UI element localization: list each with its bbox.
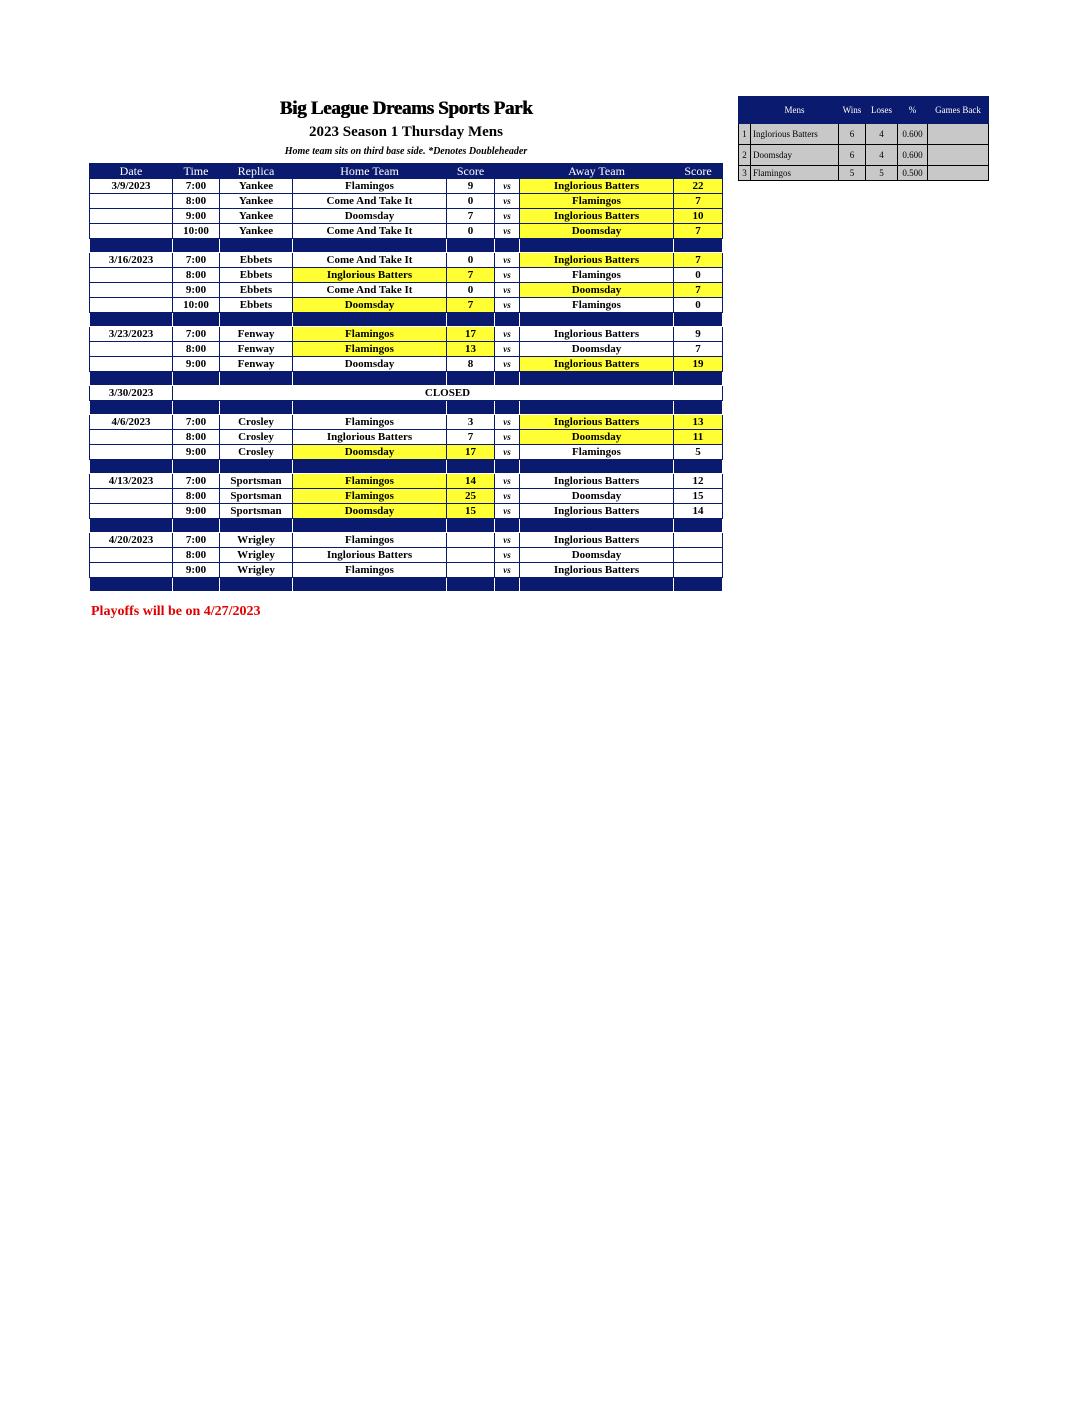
away-team-cell: Inglorious Batters (520, 474, 674, 489)
game-row (90, 342, 723, 357)
home-score-cell: 7 (447, 298, 495, 313)
separator-cell (220, 239, 293, 253)
standings-row (739, 124, 989, 145)
pct-cell: 0.600 (898, 145, 928, 166)
standings-header-rank (739, 97, 751, 124)
replica-cell: Sportsman (220, 489, 293, 504)
date-cell: 4/13/2023 (90, 474, 173, 489)
away-score-cell (674, 533, 723, 548)
date-cell: 3/23/2023 (90, 327, 173, 342)
away-score-cell: 11 (674, 430, 723, 445)
separator-cell (293, 239, 447, 253)
week-separator-row (90, 578, 723, 592)
rank-cell: 2 (739, 145, 751, 166)
time-cell: 8:00 (173, 430, 220, 445)
separator-cell (293, 372, 447, 386)
game-row (90, 209, 723, 224)
vs-cell: vs (495, 268, 520, 283)
vs-cell: vs (495, 430, 520, 445)
separator-cell (447, 460, 495, 474)
week-separator-row (90, 401, 723, 415)
rank-cell: 3 (739, 166, 751, 181)
wins-cell: 5 (839, 166, 866, 181)
home-score-cell (447, 533, 495, 548)
away-score-cell (674, 563, 723, 578)
away-score-cell: 0 (674, 268, 723, 283)
replica-cell: Yankee (220, 194, 293, 209)
replica-cell: Wrigley (220, 563, 293, 578)
separator-cell (520, 401, 674, 415)
game-row (90, 533, 723, 548)
away-team-cell: Doomsday (520, 548, 674, 563)
separator-cell (173, 519, 220, 533)
separator-cell (293, 401, 447, 415)
separator-cell (90, 372, 173, 386)
away-team-cell: Flamingos (520, 268, 674, 283)
time-cell: 7:00 (173, 253, 220, 268)
time-cell: 8:00 (173, 268, 220, 283)
date-cell (90, 283, 173, 298)
separator-cell (173, 578, 220, 592)
away-team-cell: Inglorious Batters (520, 533, 674, 548)
home-score-cell: 9 (447, 179, 495, 194)
replica-cell: Ebbets (220, 268, 293, 283)
separator-cell (674, 372, 723, 386)
home-score-cell: 0 (447, 194, 495, 209)
game-row (90, 474, 723, 489)
home-score-cell (447, 548, 495, 563)
date-cell (90, 445, 173, 460)
standings-row (739, 145, 989, 166)
standings-header-loses: Loses (866, 97, 898, 124)
date-cell (90, 224, 173, 239)
away-score-cell: 10 (674, 209, 723, 224)
home-score-cell: 25 (447, 489, 495, 504)
away-team-cell: Doomsday (520, 283, 674, 298)
separator-cell (520, 460, 674, 474)
home-score-cell: 0 (447, 224, 495, 239)
home-score-cell: 0 (447, 253, 495, 268)
time-cell: 9:00 (173, 504, 220, 519)
separator-cell (173, 313, 220, 327)
home-team-cell: Come And Take It (293, 253, 447, 268)
col-header-time: Time (173, 164, 220, 179)
separator-cell (90, 578, 173, 592)
vs-cell: vs (495, 298, 520, 313)
team-cell: Doomsday (751, 145, 839, 166)
vs-cell: vs (495, 194, 520, 209)
separator-cell (674, 460, 723, 474)
games-back-cell (928, 166, 989, 181)
vs-cell: vs (495, 179, 520, 194)
time-cell: 7:00 (173, 327, 220, 342)
away-score-cell: 7 (674, 253, 723, 268)
separator-cell (293, 313, 447, 327)
separator-cell (90, 519, 173, 533)
standings-row (739, 166, 989, 181)
replica-cell: Fenway (220, 357, 293, 372)
replica-cell: Wrigley (220, 548, 293, 563)
separator-cell (495, 239, 520, 253)
game-row (90, 563, 723, 578)
home-team-cell: Inglorious Batters (293, 268, 447, 283)
separator-cell (90, 460, 173, 474)
separator-cell (674, 313, 723, 327)
closed-cell: CLOSED (173, 386, 723, 401)
date-cell (90, 563, 173, 578)
standings-header-games-back: Games Back (928, 97, 989, 124)
home-score-cell: 13 (447, 342, 495, 357)
home-team-cell: Doomsday (293, 357, 447, 372)
vs-cell: vs (495, 548, 520, 563)
col-header-away-score: Score (674, 164, 723, 179)
home-team-cell: Come And Take It (293, 194, 447, 209)
separator-cell (674, 401, 723, 415)
home-team-cell: Flamingos (293, 533, 447, 548)
schedule-table (89, 163, 723, 592)
game-row (90, 445, 723, 460)
separator-cell (447, 519, 495, 533)
separator-cell (520, 313, 674, 327)
separator-cell (90, 401, 173, 415)
replica-cell: Fenway (220, 327, 293, 342)
home-score-cell: 14 (447, 474, 495, 489)
date-cell (90, 194, 173, 209)
away-team-cell: Inglorious Batters (520, 209, 674, 224)
away-team-cell: Inglorious Batters (520, 415, 674, 430)
time-cell: 8:00 (173, 489, 220, 504)
replica-cell: Yankee (220, 209, 293, 224)
away-team-cell: Flamingos (520, 445, 674, 460)
away-score-cell: 7 (674, 194, 723, 209)
away-score-cell (674, 548, 723, 563)
home-team-cell: Doomsday (293, 445, 447, 460)
home-team-cell: Inglorious Batters (293, 548, 447, 563)
away-team-cell: Inglorious Batters (520, 563, 674, 578)
separator-cell (520, 372, 674, 386)
away-score-cell: 9 (674, 327, 723, 342)
team-cell: Inglorious Batters (751, 124, 839, 145)
page-subtitle: 2023 Season 1 Thursday Mens (309, 124, 503, 140)
separator-cell (447, 239, 495, 253)
separator-cell (293, 578, 447, 592)
wins-cell: 6 (839, 124, 866, 145)
schedule-body (90, 179, 723, 592)
away-score-cell: 14 (674, 504, 723, 519)
time-cell: 7:00 (173, 474, 220, 489)
standings-header-mens: Mens (751, 97, 839, 124)
week-separator-row (90, 460, 723, 474)
vs-cell: vs (495, 357, 520, 372)
vs-cell: vs (495, 209, 520, 224)
game-row (90, 430, 723, 445)
away-team-cell: Flamingos (520, 194, 674, 209)
time-cell: 9:00 (173, 283, 220, 298)
time-cell: 10:00 (173, 224, 220, 239)
vs-cell: vs (495, 283, 520, 298)
game-row (90, 253, 723, 268)
separator-cell (90, 313, 173, 327)
home-team-cell: Doomsday (293, 504, 447, 519)
separator-cell (495, 460, 520, 474)
away-team-cell: Inglorious Batters (520, 327, 674, 342)
pct-cell: 0.500 (898, 166, 928, 181)
date-cell (90, 209, 173, 224)
time-cell: 8:00 (173, 342, 220, 357)
away-score-cell: 7 (674, 342, 723, 357)
replica-cell: Ebbets (220, 283, 293, 298)
vs-cell: vs (495, 327, 520, 342)
away-team-cell: Flamingos (520, 298, 674, 313)
home-score-cell: 17 (447, 445, 495, 460)
time-cell: 9:00 (173, 209, 220, 224)
away-score-cell: 7 (674, 224, 723, 239)
away-team-cell: Doomsday (520, 430, 674, 445)
rank-cell: 1 (739, 124, 751, 145)
home-score-cell: 0 (447, 283, 495, 298)
week-separator-row (90, 519, 723, 533)
separator-cell (90, 239, 173, 253)
away-score-cell: 22 (674, 179, 723, 194)
game-row (90, 224, 723, 239)
closed-row (90, 386, 723, 401)
home-score-cell: 17 (447, 327, 495, 342)
separator-cell (220, 313, 293, 327)
standings-body (739, 124, 989, 181)
home-score-cell: 7 (447, 209, 495, 224)
separator-cell (293, 519, 447, 533)
pct-cell: 0.600 (898, 124, 928, 145)
date-cell (90, 268, 173, 283)
time-cell: 10:00 (173, 298, 220, 313)
replica-cell: Sportsman (220, 474, 293, 489)
separator-cell (447, 313, 495, 327)
away-team-cell: Inglorious Batters (520, 357, 674, 372)
date-cell (90, 504, 173, 519)
col-header-replica: Replica (220, 164, 293, 179)
time-cell: 8:00 (173, 548, 220, 563)
vs-cell: vs (495, 533, 520, 548)
home-team-cell: Doomsday (293, 209, 447, 224)
games-back-cell (928, 124, 989, 145)
away-team-cell: Doomsday (520, 224, 674, 239)
separator-cell (520, 578, 674, 592)
date-cell: 4/20/2023 (90, 533, 173, 548)
replica-cell: Ebbets (220, 253, 293, 268)
home-team-cell: Flamingos (293, 179, 447, 194)
separator-cell (220, 519, 293, 533)
vs-cell: vs (495, 504, 520, 519)
home-team-cell: Come And Take It (293, 224, 447, 239)
home-team-cell: Come And Take It (293, 283, 447, 298)
home-team-cell: Doomsday (293, 298, 447, 313)
date-cell: 3/16/2023 (90, 253, 173, 268)
separator-cell (173, 372, 220, 386)
game-row (90, 357, 723, 372)
replica-cell: Yankee (220, 179, 293, 194)
loses-cell: 4 (866, 145, 898, 166)
schedule-header-row (90, 164, 723, 179)
home-score-cell (447, 563, 495, 578)
home-team-cell: Flamingos (293, 489, 447, 504)
home-team-cell: Flamingos (293, 563, 447, 578)
standings-header-row (739, 97, 989, 124)
replica-cell: Sportsman (220, 504, 293, 519)
game-row (90, 268, 723, 283)
game-row (90, 489, 723, 504)
page-title: Big League Dreams Sports Park (279, 98, 533, 119)
home-score-cell: 7 (447, 268, 495, 283)
separator-cell (674, 578, 723, 592)
home-score-cell: 8 (447, 357, 495, 372)
replica-cell: Crosley (220, 445, 293, 460)
home-score-cell: 3 (447, 415, 495, 430)
home-team-cell: Flamingos (293, 327, 447, 342)
game-row (90, 415, 723, 430)
separator-cell (674, 239, 723, 253)
home-team-cell: Flamingos (293, 415, 447, 430)
loses-cell: 5 (866, 166, 898, 181)
date-cell (90, 548, 173, 563)
replica-cell: Wrigley (220, 533, 293, 548)
time-cell: 7:00 (173, 179, 220, 194)
game-row (90, 504, 723, 519)
week-separator-row (90, 313, 723, 327)
team-cell: Flamingos (751, 166, 839, 181)
home-team-cell: Flamingos (293, 342, 447, 357)
separator-cell (220, 578, 293, 592)
col-header-home-team: Home Team (293, 164, 447, 179)
date-cell (90, 489, 173, 504)
schedule-note: Home team sits on third base side. *Denotes Doubleheader (284, 146, 528, 157)
col-header-away-team: Away Team (520, 164, 674, 179)
separator-cell (520, 519, 674, 533)
vs-cell: vs (495, 563, 520, 578)
separator-cell (495, 372, 520, 386)
vs-cell: vs (495, 445, 520, 460)
time-cell: 7:00 (173, 533, 220, 548)
away-team-cell: Doomsday (520, 342, 674, 357)
separator-cell (495, 578, 520, 592)
wins-cell: 6 (839, 145, 866, 166)
separator-cell (173, 239, 220, 253)
standings-header-pct: % (898, 97, 928, 124)
separator-cell (220, 372, 293, 386)
separator-cell (495, 401, 520, 415)
away-score-cell: 19 (674, 357, 723, 372)
replica-cell: Crosley (220, 430, 293, 445)
replica-cell: Yankee (220, 224, 293, 239)
date-cell (90, 342, 173, 357)
date-cell: 4/6/2023 (90, 415, 173, 430)
separator-cell (447, 578, 495, 592)
away-team-cell: Inglorious Batters (520, 253, 674, 268)
separator-cell (520, 239, 674, 253)
replica-cell: Ebbets (220, 298, 293, 313)
col-header-vs (495, 164, 520, 179)
away-team-cell: Doomsday (520, 489, 674, 504)
col-header-home-score: Score (447, 164, 495, 179)
standings-header-wins: Wins (839, 97, 866, 124)
away-score-cell: 12 (674, 474, 723, 489)
vs-cell: vs (495, 224, 520, 239)
away-score-cell: 5 (674, 445, 723, 460)
home-team-cell: Inglorious Batters (293, 430, 447, 445)
date-cell (90, 357, 173, 372)
col-header-date: Date (90, 164, 173, 179)
time-cell: 9:00 (173, 357, 220, 372)
replica-cell: Crosley (220, 415, 293, 430)
separator-cell (220, 460, 293, 474)
separator-cell (447, 372, 495, 386)
time-cell: 9:00 (173, 445, 220, 460)
replica-cell: Fenway (220, 342, 293, 357)
date-cell (90, 298, 173, 313)
date-cell: 3/30/2023 (90, 386, 173, 401)
game-row (90, 194, 723, 209)
home-team-cell: Flamingos (293, 474, 447, 489)
week-separator-row (90, 372, 723, 386)
away-score-cell: 13 (674, 415, 723, 430)
separator-cell (293, 460, 447, 474)
standings-table (738, 96, 989, 181)
away-score-cell: 7 (674, 283, 723, 298)
vs-cell: vs (495, 342, 520, 357)
separator-cell (173, 401, 220, 415)
separator-cell (495, 313, 520, 327)
week-separator-row (90, 239, 723, 253)
time-cell: 7:00 (173, 415, 220, 430)
away-score-cell: 15 (674, 489, 723, 504)
playoffs-note: Playoffs will be on 4/27/2023 (91, 604, 261, 619)
games-back-cell (928, 145, 989, 166)
time-cell: 9:00 (173, 563, 220, 578)
vs-cell: vs (495, 415, 520, 430)
away-team-cell: Inglorious Batters (520, 504, 674, 519)
away-score-cell: 0 (674, 298, 723, 313)
separator-cell (674, 519, 723, 533)
separator-cell (495, 519, 520, 533)
date-cell (90, 430, 173, 445)
loses-cell: 4 (866, 124, 898, 145)
away-team-cell: Inglorious Batters (520, 179, 674, 194)
home-score-cell: 15 (447, 504, 495, 519)
date-cell: 3/9/2023 (90, 179, 173, 194)
game-row (90, 298, 723, 313)
game-row (90, 327, 723, 342)
vs-cell: vs (495, 489, 520, 504)
time-cell: 8:00 (173, 194, 220, 209)
home-score-cell: 7 (447, 430, 495, 445)
vs-cell: vs (495, 253, 520, 268)
separator-cell (447, 401, 495, 415)
separator-cell (220, 401, 293, 415)
game-row (90, 548, 723, 563)
separator-cell (173, 460, 220, 474)
game-row (90, 179, 723, 194)
vs-cell: vs (495, 474, 520, 489)
game-row (90, 283, 723, 298)
